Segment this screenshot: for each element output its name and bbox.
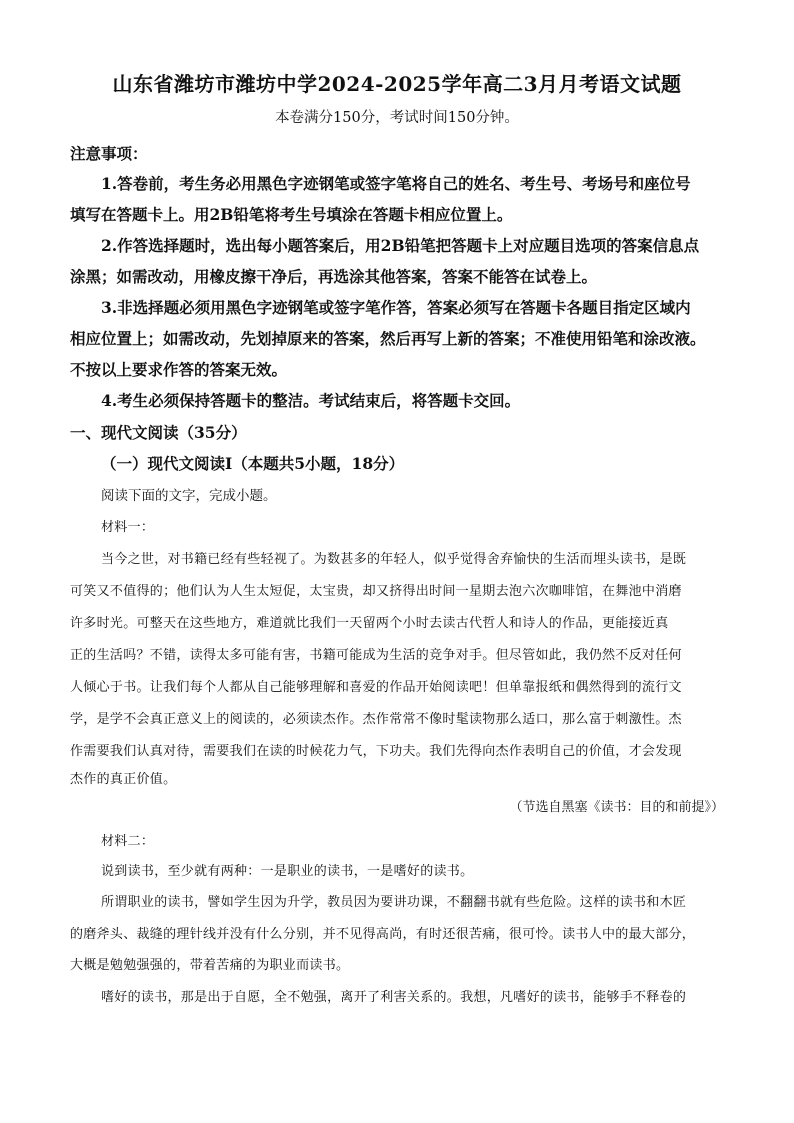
material-line: 大概是勉勉强强的，带着苦痛的为职业而读书。	[70, 957, 350, 972]
material-line: 许多时光。可整天在这些地方，难道就比我们一天留两个小时去读古代哲人和诗人的作品，更能接近真	[70, 615, 669, 630]
material-line: 所谓职业的读书，譬如学生因为升学，教员因为要讲功课，不翻翻书就有些危险。这样的读书和木匠	[101, 894, 687, 909]
subsection-heading: （一）现代文阅读Ⅰ（本题共5小题，18分）	[101, 454, 405, 473]
material-line: 说到读书，至少就有两种：一是职业的读书，一是嗜好的读书。	[101, 863, 474, 878]
page-title: 山东省潍坊市潍坊中学2024-2025学年高二3月月考语文试题	[112, 72, 682, 96]
material-line: 正的生活吗？不错，读得太多可能有害，书籍可能成为生活的竞争对手。但尽管如此，我仍然不反对任何	[70, 647, 682, 662]
section-heading: 一、现代文阅读（35分）	[70, 423, 247, 442]
material-line: 作需要我们认真对待，需要我们在读的时候花力气，下功夫。我们先得向杰作表明自己的价值，才会发现	[70, 743, 682, 758]
material-label: 材料一：	[101, 519, 155, 534]
material-line: 当今之世，对书籍已经有些轻视了。为数甚多的年轻人，似乎觉得舍弃愉快的生活而埋头读书，是既	[101, 551, 687, 566]
notice-line: 不按以上要求作答的答案无效。	[70, 360, 288, 379]
material-line: 的磨斧头、裁缝的理针线并没有什么分别，并不见得高尚，有时还很苦痛，很可怜。读书人中的最大部分，	[70, 926, 696, 941]
notice-line: 4.考生必须保持答题卡的整洁。考试结束后，将答题卡交回。	[101, 391, 521, 410]
material-line: 杰作的真正价值。	[70, 771, 177, 786]
notice-line: 2.作答选择题时，选出每小题答案后，用2B铅笔把答题卡上对应题目选项的答案信息点	[101, 236, 700, 255]
material-line: 学，是学不会真正意义上的阅读的，必须读杰作。杰作常常不像时髦读物那么适口，那么富于刺激性。杰	[70, 711, 682, 726]
material-line: 可笑又不值得的；他们认为人生太短促，太宝贵，却又挤得出时间一星期去泡六次咖啡馆，在舞池中消磨	[70, 583, 682, 598]
exam-info: 本卷满分150分，考试时间150分钟。	[275, 110, 519, 126]
notice-heading: 注意事项：	[70, 144, 148, 163]
material-line: 嗜好的读书，那是出于自愿，全不勉强，离开了利害关系的。我想，凡嗜好的读书，能够手不释卷的	[101, 989, 687, 1004]
notice-line: 相应位置上；如需改动，先划掉原来的答案，然后再写上新的答案；不准使用铅笔和涂改液。	[70, 329, 706, 348]
notice-line: 1.答卷前，考生务必用黑色字迹钢笔或签字笔将自己的姓名、考生号、考场号和座位号	[101, 174, 691, 193]
material-line: 人倾心于书。让我们每个人都从自己能够理解和喜爱的作品开始阅读吧！但单靠报纸和偶然得到的流行文	[70, 679, 682, 694]
material-label: 材料二：	[101, 833, 155, 848]
notice-line: 填写在答题卡上。用2B铅笔将考生号填涂在答题卡相应位置上。	[70, 205, 513, 224]
notice-line: 3.非选择题必须用黑色字迹钢笔或签字笔作答，答案必须写在答题卡各题目指定区域内	[101, 298, 691, 317]
material-source: （节选自黑塞《读书：目的和前提》）	[509, 799, 724, 814]
reading-instruction: 阅读下面的文字，完成小题。	[101, 488, 277, 504]
notice-line: 涂黑；如需改动，用橡皮擦干净后，再选涂其他答案，答案不能答在试卷上。	[70, 267, 598, 286]
